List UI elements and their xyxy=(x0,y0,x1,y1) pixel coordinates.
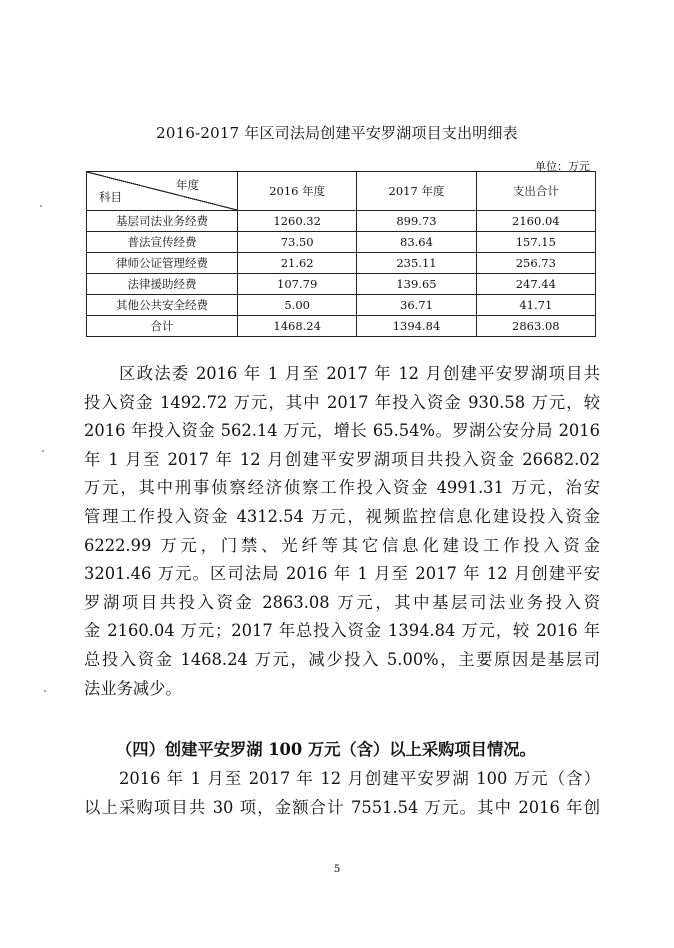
text-line: 区政法委 2016 年 1 月至 2017 年 12 月创建平安罗湖项目共 xyxy=(84,364,600,383)
cell-2017: 1394.84 xyxy=(357,316,476,337)
table-title: 2016-2017 年区司法局创建平安罗湖项目支出明细表 xyxy=(156,124,518,142)
cell-2016: 1468.24 xyxy=(238,316,357,337)
table-row xyxy=(87,232,596,253)
text-line: 6222.99 万元，门禁、光纤等其它信息化建设工作投入资金 xyxy=(84,535,600,555)
column-header: 2016 年度 xyxy=(238,172,357,211)
expense-table xyxy=(86,171,596,337)
row-item: 律师公证管理经费 xyxy=(87,253,238,274)
cell-2016: 73.50 xyxy=(238,232,357,253)
text-line: 2016 年投入资金 562.14 万元，增长 65.54%。罗湖公安分局 2016 xyxy=(84,421,600,441)
unit-label: 单位：万元 xyxy=(535,160,590,173)
cell-2017: 83.64 xyxy=(357,232,476,253)
text-line: 罗湖项目共投入资金 2863.08 万元，其中基层司法业务投入资 xyxy=(84,592,600,612)
table-row xyxy=(87,211,596,232)
row-item: 其他公共安全经费 xyxy=(87,295,238,316)
row-item: 普法宣传经费 xyxy=(87,232,238,253)
cell-2017: 36.71 xyxy=(357,295,476,316)
cell-total: 2863.08 xyxy=(476,316,595,337)
paragraph-procurement xyxy=(84,765,600,822)
row-item: 法律援助经费 xyxy=(87,274,238,295)
cell-2016: 107.79 xyxy=(238,274,357,295)
cell-total: 256.73 xyxy=(476,253,595,274)
scan-speck xyxy=(42,450,44,452)
text-line: 金 2160.04 万元；2017 年总投入资金 1394.84 万元，较 2016 年 xyxy=(84,621,600,641)
cell-2017: 235.11 xyxy=(357,253,476,274)
text-line: 3201.46 万元。区司法局 2016 年 1 月至 2017 年 12 月创建平安 xyxy=(84,564,600,584)
cell-2016: 5.00 xyxy=(238,295,357,316)
cell-2017: 139.65 xyxy=(357,274,476,295)
text-line: 投入资金 1492.72 万元，其中 2017 年投入资金 930.58 万元，较 xyxy=(84,392,600,412)
diagonal-header-cell xyxy=(87,172,238,211)
page-number: 5 xyxy=(333,864,341,875)
table-header-row xyxy=(87,172,596,211)
scan-speck xyxy=(44,690,46,692)
cell-total: 247.44 xyxy=(476,274,595,295)
cell-2016: 1260.32 xyxy=(238,211,357,232)
cell-2017: 899.73 xyxy=(357,211,476,232)
text-line: 年 1 月至 2017 年 12 月创建平安罗湖项目共投入资金 26682.02 xyxy=(84,449,600,469)
paragraph-funding xyxy=(84,360,600,703)
cell-total: 41.71 xyxy=(476,295,595,316)
row-item: 基层司法业务经费 xyxy=(87,211,238,232)
table-row xyxy=(87,274,596,295)
scan-speck xyxy=(40,205,42,207)
text-line: 以上采购项目共 30 项，金额合计 7551.54 万元。其中 2016 年创 xyxy=(84,797,600,817)
column-header: 2017 年度 xyxy=(357,172,476,211)
cell-total: 2160.04 xyxy=(476,211,595,232)
text-line: 法业务减少。 xyxy=(84,678,182,698)
diag-year-label: 年度 xyxy=(176,178,199,192)
table-row xyxy=(87,295,596,316)
cell-total: 157.15 xyxy=(476,232,595,253)
column-header: 支出合计 xyxy=(476,172,595,211)
text-line: 总投入资金 1468.24 万元，减少投入 5.00%，主要原因是基层司 xyxy=(84,649,600,669)
table-row xyxy=(87,253,596,274)
table-total-row xyxy=(87,316,596,337)
row-item: 合计 xyxy=(87,316,238,337)
diag-item-label: 科目 xyxy=(99,190,122,204)
text-line: 管理工作投入资金 4312.54 万元，视频监控信息化建设投入资金 xyxy=(84,506,600,526)
cell-2016: 21.62 xyxy=(238,253,357,274)
text-line: 万元，其中刑事侦察经济侦察工作投入资金 4991.31 万元，治安 xyxy=(84,478,600,498)
section-heading: （四）创建平安罗湖 100 万元（含）以上采购项目情况。 xyxy=(116,740,536,759)
text-line: 2016 年 1 月至 2017 年 12 月创建平安罗湖 100 万元（含） xyxy=(84,769,600,788)
